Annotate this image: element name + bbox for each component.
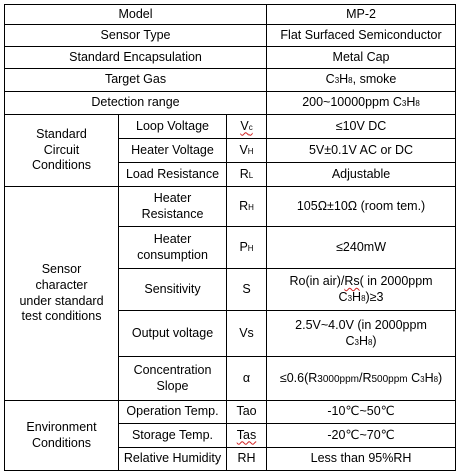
row-detection-range <box>5 92 456 115</box>
standard-circuit-label-2: Circuit <box>43 142 80 157</box>
standard-circuit-label-1: Standard <box>36 127 87 142</box>
heater-resistance-label <box>119 187 227 227</box>
standard-circuit-label-3: Conditions <box>31 158 92 173</box>
loop-voltage-value: ≤10V DC <box>267 115 456 139</box>
target-gas-label: Target Gas <box>5 69 267 92</box>
output-voltage-line-2 <box>270 334 452 350</box>
sensitivity-value-line-1 <box>270 274 452 290</box>
slope-500: 500ppm <box>371 373 408 385</box>
heater-consumption-label <box>119 227 227 269</box>
heater-voltage-value: 5V±0.1V AC or DC <box>267 139 456 163</box>
sensitivity-ro: Ro(in air)/ <box>289 273 345 288</box>
sensor-character-label-1: Sensor <box>41 262 82 277</box>
heater-consumption-symbol <box>227 227 267 269</box>
sensitivity-sub8: 8 <box>361 293 366 303</box>
sensor-character-label-4: test conditions <box>21 309 102 324</box>
detection-range-main: 200~10000ppm C <box>302 95 402 110</box>
slope-value <box>267 357 456 401</box>
heater-consumption-label-1: Heater <box>153 231 192 246</box>
detection-sub3: 3 <box>401 99 407 109</box>
sensor-type-value: Flat Surfaced Semiconductor <box>267 25 456 47</box>
operation-temp-value: -10℃~50℃ <box>267 401 456 424</box>
heater-consumption-value: ≤240mW <box>267 227 456 269</box>
heater-resistance-label-1: Heater <box>153 190 192 205</box>
spec-table <box>4 4 456 471</box>
slope-label-1: Concentration <box>133 362 212 377</box>
sensitivity-label: Sensitivity <box>119 269 227 311</box>
detection-sub8: 8 <box>415 99 420 109</box>
row-sensor-type <box>5 25 456 47</box>
output-voltage-line-1: 2.5V~4.0V (in 2000ppm <box>295 317 427 332</box>
output-h: H <box>358 333 368 348</box>
row-operation-temp <box>5 401 456 424</box>
load-resistance-label: Load Resistance <box>119 163 227 187</box>
environment-label-1: Environment <box>26 419 97 434</box>
sensor-type-label: Sensor Type <box>5 25 267 47</box>
load-sym-sub: L <box>248 170 254 180</box>
target-gas-c: C <box>325 72 335 87</box>
heater-resistance-sym-sub: H <box>248 202 254 212</box>
environment-label-2: Conditions <box>31 435 92 450</box>
heater-voltage-label: Heater Voltage <box>119 139 227 163</box>
encapsulation-value: Metal Cap <box>267 47 456 69</box>
heater-consumption-label-2: consumption <box>137 247 208 262</box>
loop-voltage-sym-main <box>240 119 252 133</box>
heater-voltage-sym-v: V <box>239 142 248 157</box>
loop-sym-v: V <box>240 118 249 133</box>
sensitivity-ge3: )≥3 <box>365 289 384 304</box>
output-sub8: 8 <box>367 337 373 347</box>
row-model <box>5 5 456 25</box>
sensitivity-in-ppm: ( in 2000ppm <box>359 273 433 288</box>
slope-slash-r: /R <box>358 370 372 385</box>
load-resistance-value: Adjustable <box>267 163 456 187</box>
target-gas-h: H <box>339 72 349 87</box>
sensitivity-sub3: 3 <box>347 293 353 303</box>
loop-voltage-symbol <box>227 115 267 139</box>
sensitivity-value-line-2 <box>270 290 452 306</box>
model-label: Model <box>5 5 267 25</box>
heater-resistance-sym-r: R <box>239 198 249 213</box>
sensitivity-h: H <box>352 289 362 304</box>
row-loop-voltage <box>5 115 456 139</box>
target-gas-sub3: 3 <box>334 76 340 86</box>
storage-temp-symbol <box>227 424 267 448</box>
row-heater-resistance <box>5 187 456 227</box>
output-voltage-label: Output voltage <box>119 311 227 357</box>
output-c: C <box>345 333 355 348</box>
slope-symbol: α <box>227 357 267 401</box>
heater-consumption-sym-p: P <box>239 239 248 254</box>
heater-consumption-sym-sub: H <box>247 243 254 253</box>
slope-label-2: Slope <box>156 378 189 393</box>
loop-sym-sub: c <box>248 122 253 132</box>
slope-sub8: 8 <box>433 374 439 384</box>
detection-label: Detection range <box>5 92 267 115</box>
humidity-symbol: RH <box>227 448 267 471</box>
encapsulation-label: Standard Encapsulation <box>5 47 267 69</box>
detection-value <box>267 92 456 115</box>
sensor-character-group <box>5 187 119 401</box>
row-target-gas <box>5 69 456 92</box>
output-voltage-value <box>267 311 456 357</box>
heater-resistance-label-2: Resistance <box>141 206 204 221</box>
sensor-character-label-3: under standard <box>19 293 104 308</box>
slope-paren: ) <box>438 370 443 385</box>
output-paren: ) <box>372 333 377 348</box>
humidity-value: Less than 95%RH <box>267 448 456 471</box>
loop-voltage-label: Loop Voltage <box>119 115 227 139</box>
sensitivity-rs: Rs <box>344 273 360 288</box>
sensor-character-label-2: character <box>35 277 88 292</box>
slope-label <box>119 357 227 401</box>
detection-h: H <box>406 95 416 110</box>
target-gas-value <box>267 69 456 92</box>
slope-sub3: 3 <box>420 374 425 384</box>
target-gas-sub8: 8 <box>348 76 353 86</box>
heater-voltage-symbol <box>227 139 267 163</box>
standard-circuit-group <box>5 115 119 187</box>
slope-r: ≤0.6(R <box>279 370 318 385</box>
heater-voltage-sym-sub: H <box>247 146 254 156</box>
storage-temp-value: -20℃~70℃ <box>267 424 456 448</box>
load-sym-r: R <box>239 166 249 181</box>
row-encapsulation <box>5 47 456 69</box>
slope-h: H <box>424 370 434 385</box>
humidity-label: Relative Humidity <box>119 448 227 471</box>
heater-resistance-value: 105Ω±10Ω (room tem.) <box>267 187 456 227</box>
output-sub3: 3 <box>354 337 359 347</box>
operation-temp-symbol: Tao <box>227 401 267 424</box>
storage-temp-sym: Tas <box>236 427 257 442</box>
model-value: MP-2 <box>267 5 456 25</box>
heater-resistance-symbol <box>227 187 267 227</box>
load-resistance-symbol <box>227 163 267 187</box>
output-voltage-symbol: Vs <box>227 311 267 357</box>
operation-temp-label: Operation Temp. <box>119 401 227 424</box>
sensitivity-c: C <box>338 289 348 304</box>
target-gas-smoke: , smoke <box>352 72 397 87</box>
sensitivity-value <box>267 269 456 311</box>
storage-temp-label: Storage Temp. <box>119 424 227 448</box>
slope-c: C <box>407 370 421 385</box>
environment-group <box>5 401 119 471</box>
sensitivity-symbol: S <box>227 269 267 311</box>
slope-3000: 3000ppm <box>317 373 359 385</box>
